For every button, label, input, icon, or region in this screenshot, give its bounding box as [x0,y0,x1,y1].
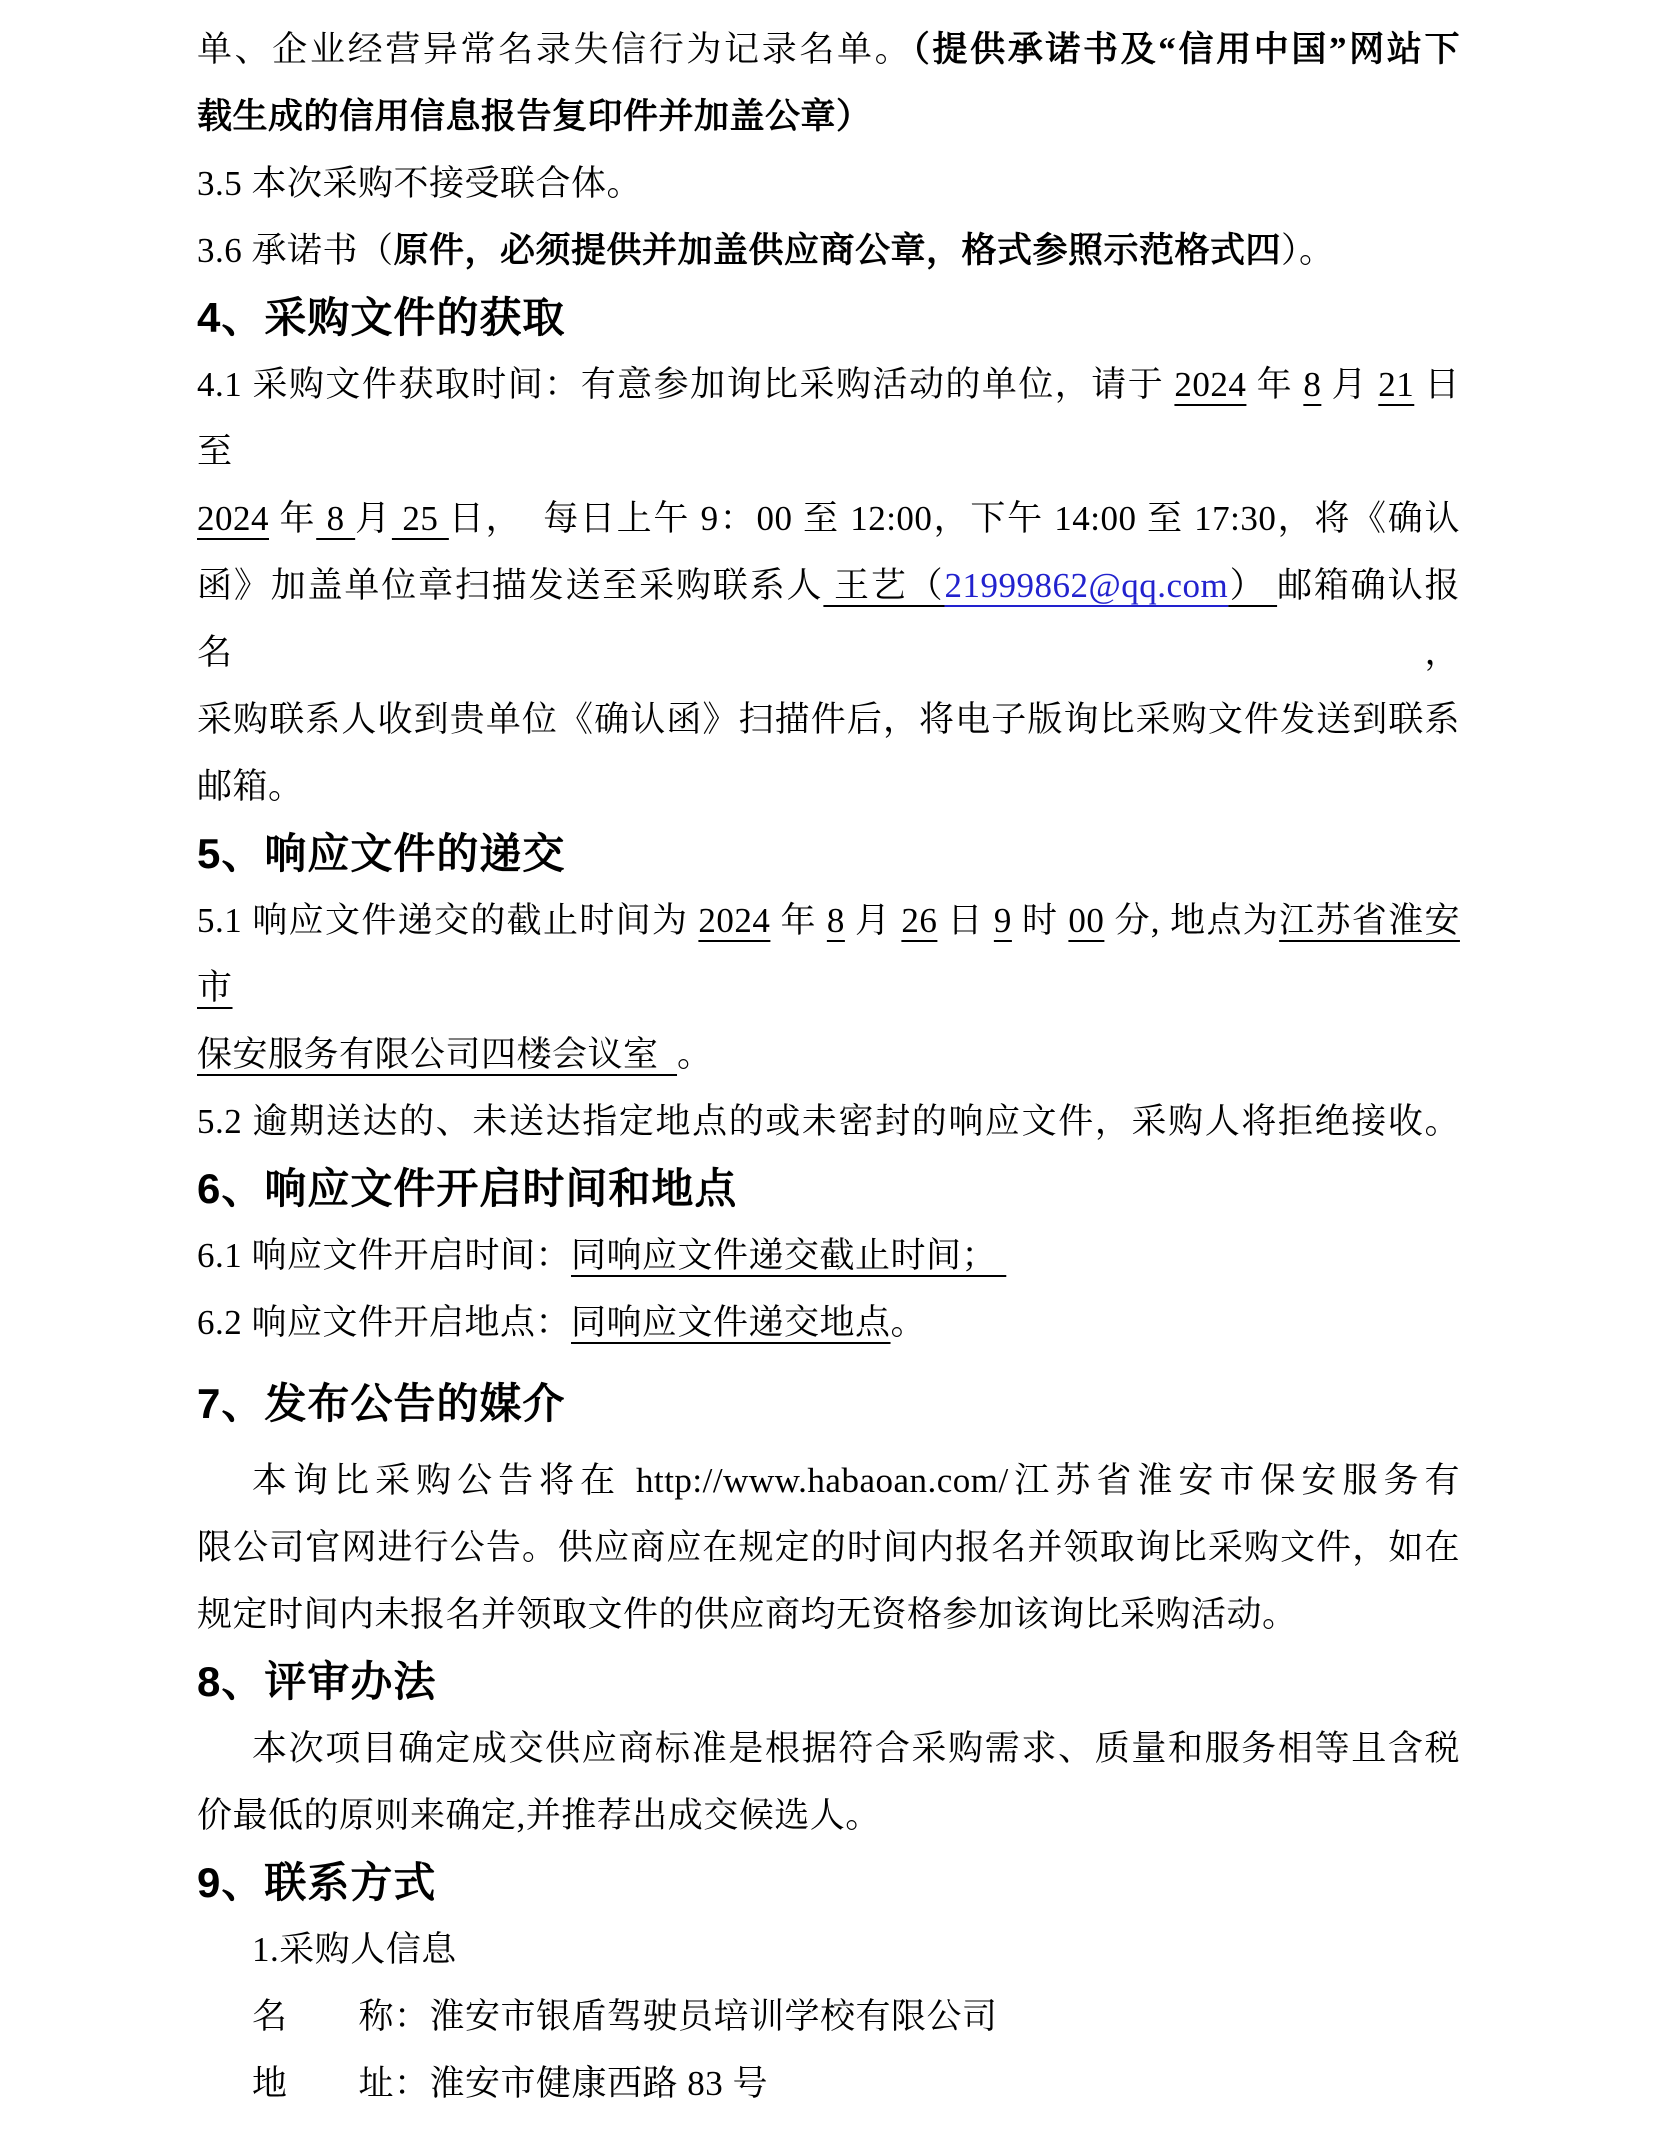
text-run: 。 [677,1035,713,1074]
item-3-6 [197,217,1460,284]
text-run: 21 [1378,365,1415,404]
text-run: 价最低的原则来确定,并推荐出成交候选人。 [197,1796,881,1835]
section-9-heading: 9、联系方式 [197,1859,437,1906]
text-run: 5.1 响应文件递交的截止时间为 [197,901,699,940]
text-run: 8 [316,499,356,538]
text-run: 王艺（ [823,566,945,605]
text-run: 00 [1068,901,1105,940]
text-run: 日至 [197,365,1460,471]
text-run: 月 [1321,365,1379,404]
text-run: 日， 每日上午 9：00 至 12:00，下午 14:00 至 17:30，将《确认 [448,499,1460,538]
text-run: 2024 [1174,365,1247,404]
text-run: 邮箱。 [197,767,304,806]
text-run: 月 [355,499,392,538]
text-run: 地 址：淮安市健康西路 83 号 [252,2064,769,2103]
text-run: 函》加盖单位章扫描发送至采购联系人 [197,566,824,605]
text-run: 江苏省淮安市 [197,901,1460,1007]
text-run: 日 [937,901,994,940]
text-run: 时 [1011,901,1069,940]
purchaser-name [197,1983,1460,2050]
text-run: 限公司官网进行公告。供应商应在规定的时间内报名并领取询比采购文件，如在 [197,1528,1460,1567]
text-run: 6.2 响应文件开启地点： [197,1303,572,1342]
text-run: 3.5 本次采购不接受联合体。 [197,164,643,203]
purchaser-address [197,2050,1460,2117]
text-run: 25 [391,499,449,538]
para-credit-list-line-2 [197,83,1460,150]
section-6-heading: 6、响应文件开启时间和地点 [197,1165,738,1212]
text-run: 5.2 逾期送达的、未送达指定地点的或未密封的响应文件，采购人将拒绝接收。 [197,1102,1460,1141]
text-run: 同响应文件递交截止时间； [571,1236,1007,1275]
item-4-1-line-4 [197,686,1460,753]
text-run: ） [1228,566,1278,605]
section-7-heading: 7、发布公告的媒介 [197,1380,566,1427]
item-4-1-line-5 [197,753,1460,820]
section-7-para-line-1 [197,1447,1460,1514]
text-run: 月 [844,901,902,940]
section-7-para-line-2 [197,1514,1460,1581]
text-run: 规定时间内未报名并领取文件的供应商均无资格参加该询比采购活动。 [197,1595,1298,1634]
text-run: ）。 [1281,231,1335,270]
text-run: （提供承诺书及“信用中国”网站下 [912,30,1460,69]
section-4-heading: 4、采购文件的获取 [197,294,566,341]
para-credit-list-line-1 [197,16,1460,83]
item-3-5 [197,150,1460,217]
text-run: 2024 [197,499,269,538]
text-run: 8 [826,901,845,940]
text-run: 3.6 承诺书（ [197,231,394,270]
text-run: 26 [901,901,938,940]
text-run: 9 [993,901,1012,940]
section-8-para-line-1 [197,1715,1460,1782]
text-run: 载生成的信用信息报告复印件并加盖公章） [197,97,872,136]
text-run: 1.采购人信息 [252,1930,457,1969]
text-run: 年 [770,901,827,940]
section-5-heading: 5、响应文件的递交 [197,830,566,877]
item-6-2 [197,1289,1460,1356]
text-run: 保安服务有限公司四楼会议室 [197,1035,678,1074]
text-run: 邮箱确认报名， [197,566,1460,672]
item-5-1-line-2 [197,1021,1460,1088]
text-run: 单、企业经营异常名录失信行为记录名单。 [197,30,913,69]
text-run: 分, 地点为 [1104,901,1280,940]
item-5-1-line-1 [197,887,1460,1021]
email-link[interactable]: 21999862@qq.com [944,566,1229,605]
text-run: 2024 [698,901,771,940]
section-8-para-line-2 [197,1782,1460,1849]
text-run: 4.1 采购文件获取时间：有意参加询比采购活动的单位，请于 [197,365,1175,404]
section-7-para-line-3 [197,1581,1460,1648]
text-run: 年 [269,499,317,538]
text-run: 名 称：淮安市银盾驾驶员培训学校有限公司 [252,1997,998,2036]
item-4-1-line-2 [197,485,1460,552]
text-run: 本次项目确定成交供应商标准是根据符合采购需求、质量和服务相等且含税 [252,1729,1460,1768]
text-run: 6.1 响应文件开启时间： [197,1236,572,1275]
item-4-1-line-3 [197,552,1460,686]
purchaser-info-label [197,1916,1460,1983]
text-run: 同响应文件递交地点 [571,1303,891,1342]
item-5-2 [197,1088,1460,1155]
text-run: 年 [1246,365,1304,404]
item-6-1 [197,1222,1460,1289]
text-run: 本询比采购公告将在 http://www.habaoan.com/江苏省淮安市保安服务有 [252,1461,1460,1500]
text-run: 。 [890,1303,927,1342]
item-4-1-line-1 [197,351,1460,485]
text-run: 采购联系人收到贵单位《确认函》扫描件后，将电子版询比采购文件发送到联系 [197,700,1460,739]
text-run: 原件，必须提供并加盖供应商公章，格式参照示范格式四 [393,231,1282,270]
text-run: 8 [1303,365,1322,404]
section-8-heading: 8、评审办法 [197,1658,437,1705]
